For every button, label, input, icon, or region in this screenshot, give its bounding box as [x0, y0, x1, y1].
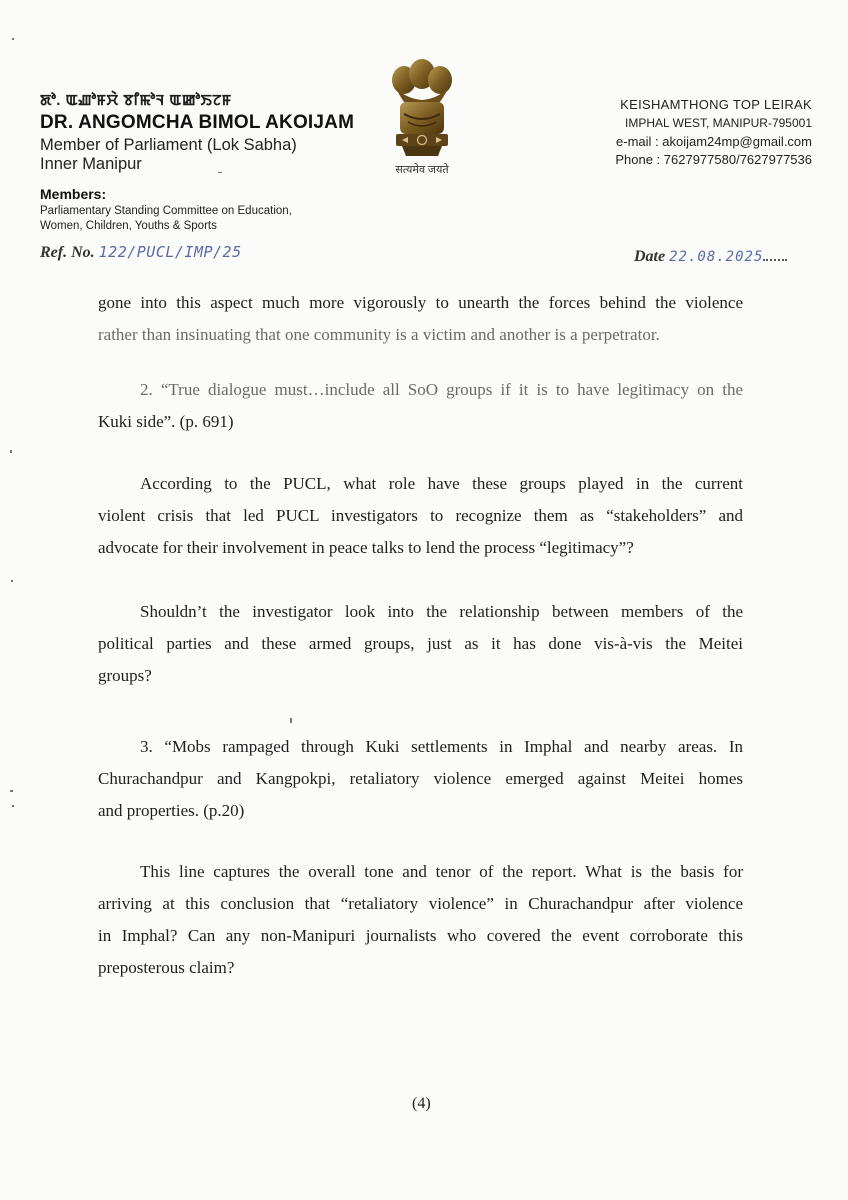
text-line: Shouldn’t the investigator look into the relationship between members of the — [140, 602, 743, 621]
text-line: This line captures the overall tone and tenor of the report. What is the basis for — [140, 862, 743, 881]
scan-speck — [10, 450, 12, 453]
text-line: arriving at this conclusion that “retaliatory violence” in Churachandpur after violence — [98, 894, 743, 913]
paragraph-2-continued — [98, 406, 743, 438]
mp-name: DR. ANGOMCHA BIMOL AKOIJAM — [40, 112, 355, 133]
date-label: Date — [634, 248, 666, 265]
date — [634, 248, 787, 266]
text-line: Kuki side”. (p. 691) — [98, 412, 234, 431]
email-address: e-mail : akoijam24mp@gmail.com — [616, 134, 812, 149]
phone-number: Phone : 7627977580/7627977536 — [615, 152, 812, 167]
paragraph-1 — [98, 287, 743, 351]
date-dots — [763, 259, 787, 261]
national-emblem-icon — [382, 58, 462, 178]
date-value: 22.08.2025 — [669, 249, 764, 265]
name-meitei-mayek: ꯗꯣ. ꯑꯉꯣꯝꯆꯥ ꯕꯤꯃꯣꯜ ꯑꯀꯣꯏꯖꯝ — [40, 92, 232, 109]
members-title: Members: — [40, 186, 107, 202]
text-line: advocate for their involvement in peace talks to lend the process “legitimacy”? — [98, 538, 634, 557]
scan-speck — [11, 580, 13, 582]
scan-speck — [12, 805, 14, 807]
address-line-2: IMPHAL WEST, MANIPUR-795001 — [625, 116, 812, 130]
emblem-motto: सत्यमेव जयते — [395, 164, 449, 176]
paragraph-5-first-line — [140, 731, 743, 763]
paragraph-4-first-line — [140, 596, 743, 628]
mp-constituency: Inner Manipur — [40, 155, 142, 173]
text-line: 2. “True dialogue must…include all SoO groups if it is to have legitimacy on the — [140, 380, 743, 399]
scan-speck — [218, 172, 222, 173]
paragraph-6-first-line — [140, 856, 743, 888]
mp-role: Member of Parliament (Lok Sabha) — [40, 136, 297, 154]
text-line: political parties and these armed groups, just as it has done vis-à-vis the Meitei — [98, 634, 743, 653]
text-line: groups? — [98, 666, 152, 685]
committee-line-1: Parliamentary Standing Committee on Education, — [40, 205, 292, 217]
paragraph-3-first-line — [140, 468, 743, 500]
text-line: 3. “Mobs rampaged through Kuki settlements in Imphal and nearby areas. In — [140, 737, 743, 756]
text-line: violent crisis that led PUCL investigators to recognize them as “stakeholders” and — [98, 506, 743, 525]
text-line: rather than insinuating that one community is a victim and another is a perpetrator. — [98, 325, 660, 344]
paragraph-5 — [98, 763, 743, 827]
text-line: preposterous claim? — [98, 958, 235, 977]
text-line: in Imphal? Can any non-Manipuri journalists who covered the event corroborate this — [98, 926, 743, 945]
paragraph-4 — [98, 628, 743, 692]
scan-speck — [290, 718, 292, 723]
text-line: gone into this aspect much more vigorously to unearth the forces behind the violence — [98, 293, 743, 312]
ref-value: 122/PUCL/IMP/25 — [98, 243, 242, 261]
committee-line-2: Women, Children, Youths & Sports — [40, 220, 217, 232]
address-line-1: KEISHAMTHONG TOP LEIRAK — [620, 97, 812, 112]
paragraph-3 — [98, 500, 743, 564]
reference-number — [40, 243, 242, 262]
ref-label: Ref. No. — [40, 244, 95, 261]
scan-speck — [12, 38, 14, 40]
scan-speck — [10, 790, 13, 792]
paragraph-6 — [98, 888, 743, 984]
text-line: and properties. (p.20) — [98, 801, 245, 820]
text-line: Churachandpur and Kangpokpi, retaliatory violence emerged against Meitei homes — [98, 769, 743, 788]
paragraph-2 — [140, 374, 743, 406]
page-number: (4) — [412, 1095, 431, 1112]
text-line: According to the PUCL, what role have these groups played in the current — [140, 474, 743, 493]
